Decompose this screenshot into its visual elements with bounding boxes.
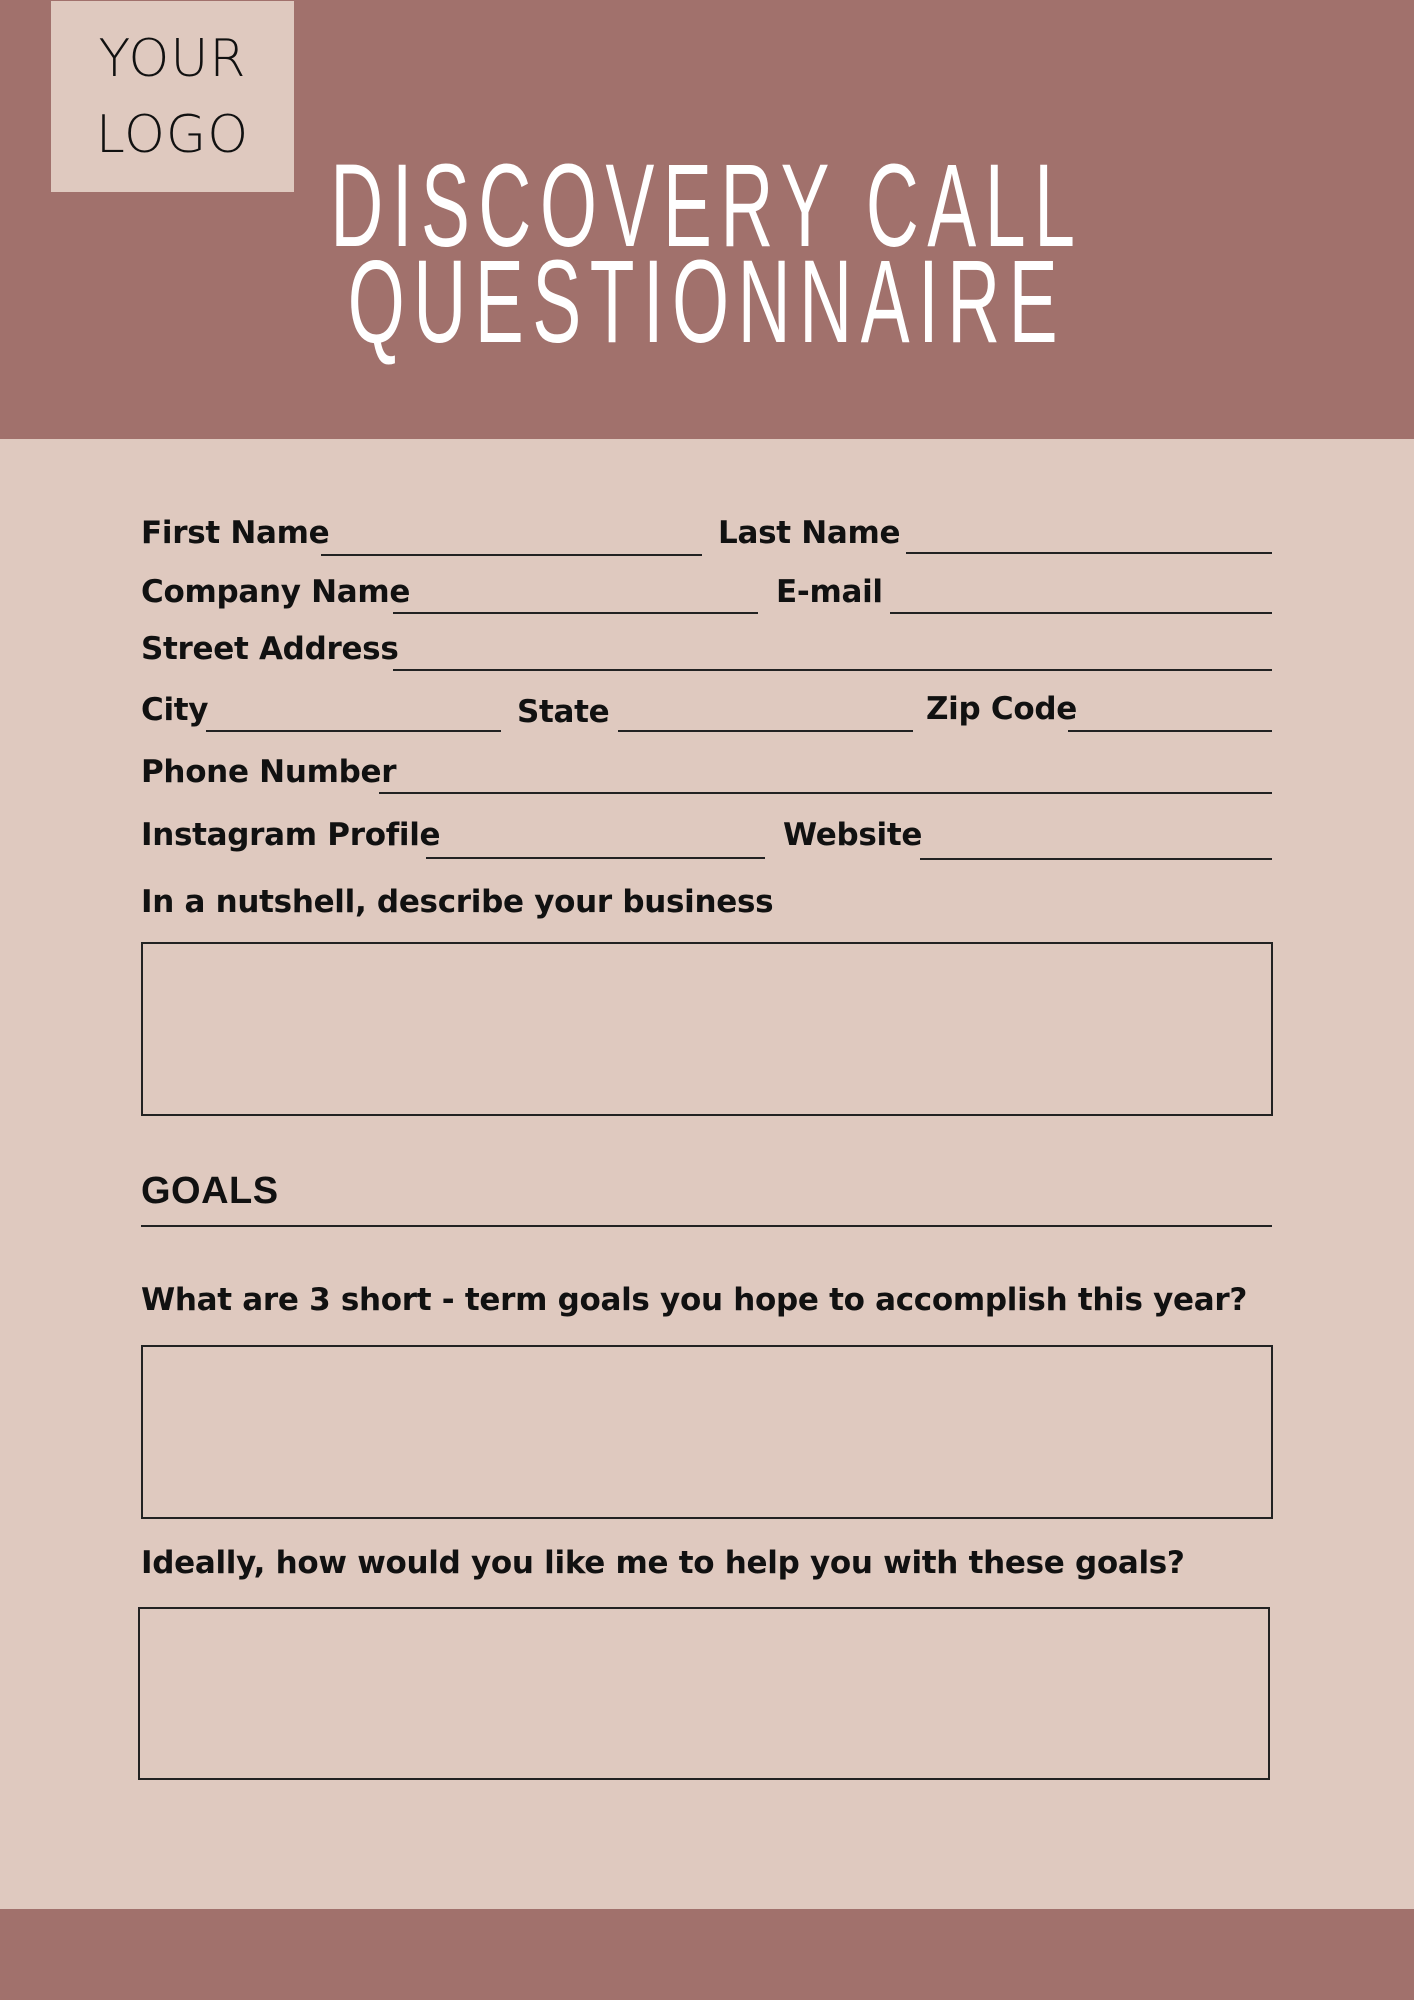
company-name-label: Company Name — [141, 574, 411, 610]
short-term-goals-question: What are 3 short - term goals you hope to accomplish this year? — [141, 1282, 1248, 1318]
street-address-label: Street Address — [141, 631, 399, 667]
state-field[interactable] — [618, 730, 913, 732]
zip-code-label: Zip Code — [926, 691, 1077, 727]
instagram-profile-field[interactable] — [426, 857, 765, 859]
last-name-label: Last Name — [718, 515, 901, 551]
company-name-field[interactable] — [393, 612, 758, 614]
goals-divider — [141, 1225, 1272, 1227]
page-title — [0, 140, 1414, 368]
title-line-1: DISCOVERY CALL — [330, 140, 1084, 272]
goals-heading: GOALS — [141, 1170, 279, 1212]
zip-code-field[interactable] — [1068, 730, 1272, 732]
website-field[interactable] — [920, 858, 1272, 860]
header-band — [0, 0, 1414, 439]
street-address-field[interactable] — [393, 669, 1272, 671]
phone-number-field[interactable] — [379, 792, 1272, 794]
title-line-2: QUESTIONNAIRE — [347, 236, 1067, 368]
logo-line-2: LOGO — [95, 104, 250, 165]
logo-line-1: YOUR — [98, 28, 247, 89]
short-term-goals-answer-box[interactable] — [141, 1345, 1273, 1519]
city-label: City — [141, 692, 209, 728]
email-label: E-mail — [776, 574, 883, 610]
business-answer-box[interactable] — [141, 942, 1273, 1116]
email-field[interactable] — [890, 612, 1272, 614]
footer-band — [0, 1909, 1414, 2000]
business-question: In a nutshell, describe your business — [141, 884, 774, 920]
help-goals-question: Ideally, how would you like me to help you with these goals? — [141, 1545, 1185, 1581]
last-name-field[interactable] — [906, 552, 1272, 554]
city-field[interactable] — [206, 730, 501, 732]
phone-number-label: Phone Number — [141, 754, 397, 790]
help-goals-answer-box[interactable] — [138, 1607, 1270, 1780]
website-label: Website — [783, 817, 923, 853]
first-name-label: First Name — [141, 515, 330, 551]
state-label: State — [517, 694, 610, 730]
first-name-field[interactable] — [321, 554, 702, 556]
instagram-profile-label: Instagram Profile — [141, 817, 441, 853]
